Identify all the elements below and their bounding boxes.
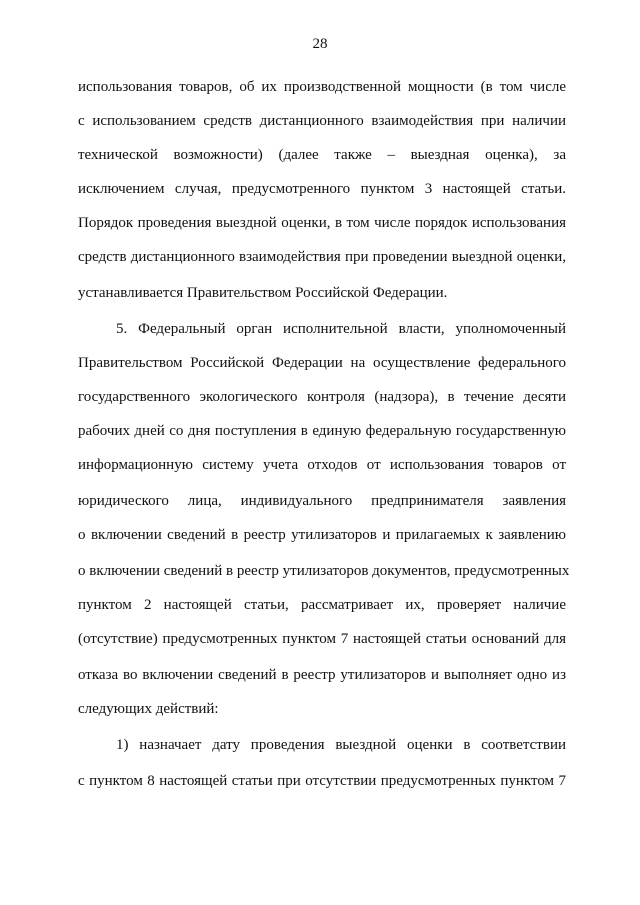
text-line: (отсутствие) предусмотренных пунктом 7 настоящей статьи оснований для xyxy=(78,631,566,647)
text-line: технической возможности) (далее также – выездная оценка), за xyxy=(78,147,566,163)
text-line: Правительством Российской Федерации на осуществление федерального xyxy=(78,355,566,371)
text-line: государственного экологического контроля (надзора), в течение десяти xyxy=(78,389,566,405)
text-line: с пунктом 8 настоящей статьи при отсутствии предусмотренных пунктом 7 xyxy=(78,773,566,789)
text-line: использования товаров, об их производственной мощности (в том числе xyxy=(78,79,566,95)
text-line: рабочих дней со дня поступления в единую федеральную государственную xyxy=(78,423,566,439)
text-line: о включении сведений в реестр утилизаторов и прилагаемых к заявлению xyxy=(78,527,566,543)
text-line: устанавливается Правительством Российской Федерации. xyxy=(78,285,448,301)
text-line: юридического лица, индивидуального предпринимателя заявления xyxy=(78,493,566,509)
text-line: отказа во включении сведений в реестр утилизаторов и выполняет одно из xyxy=(78,667,566,683)
text-line: Порядок проведения выездной оценки, в том числе порядок использования xyxy=(78,215,566,231)
text-line: о включении сведений в реестр утилизаторов документов, предусмотренных xyxy=(78,563,570,579)
page-number: 28 xyxy=(312,36,328,52)
text-line: исключением случая, предусмотренного пунктом 3 настоящей статьи. xyxy=(78,181,566,197)
text-line: с использованием средств дистанционного взаимодействия при наличии xyxy=(78,113,566,129)
text-line: пунктом 2 настоящей статьи, рассматривает их, проверяет наличие xyxy=(78,597,566,613)
paragraph-start-line: 5. Федеральный орган исполнительной власти, уполномоченный xyxy=(116,321,566,337)
text-line: информационную систему учета отходов от использования товаров от xyxy=(78,457,566,473)
text-line: средств дистанционного взаимодействия при проведении выездной оценки, xyxy=(78,249,566,265)
list-item-start-line: 1) назначает дату проведения выездной оценки в соответствии xyxy=(116,737,566,753)
text-line: следующих действий: xyxy=(78,701,219,717)
